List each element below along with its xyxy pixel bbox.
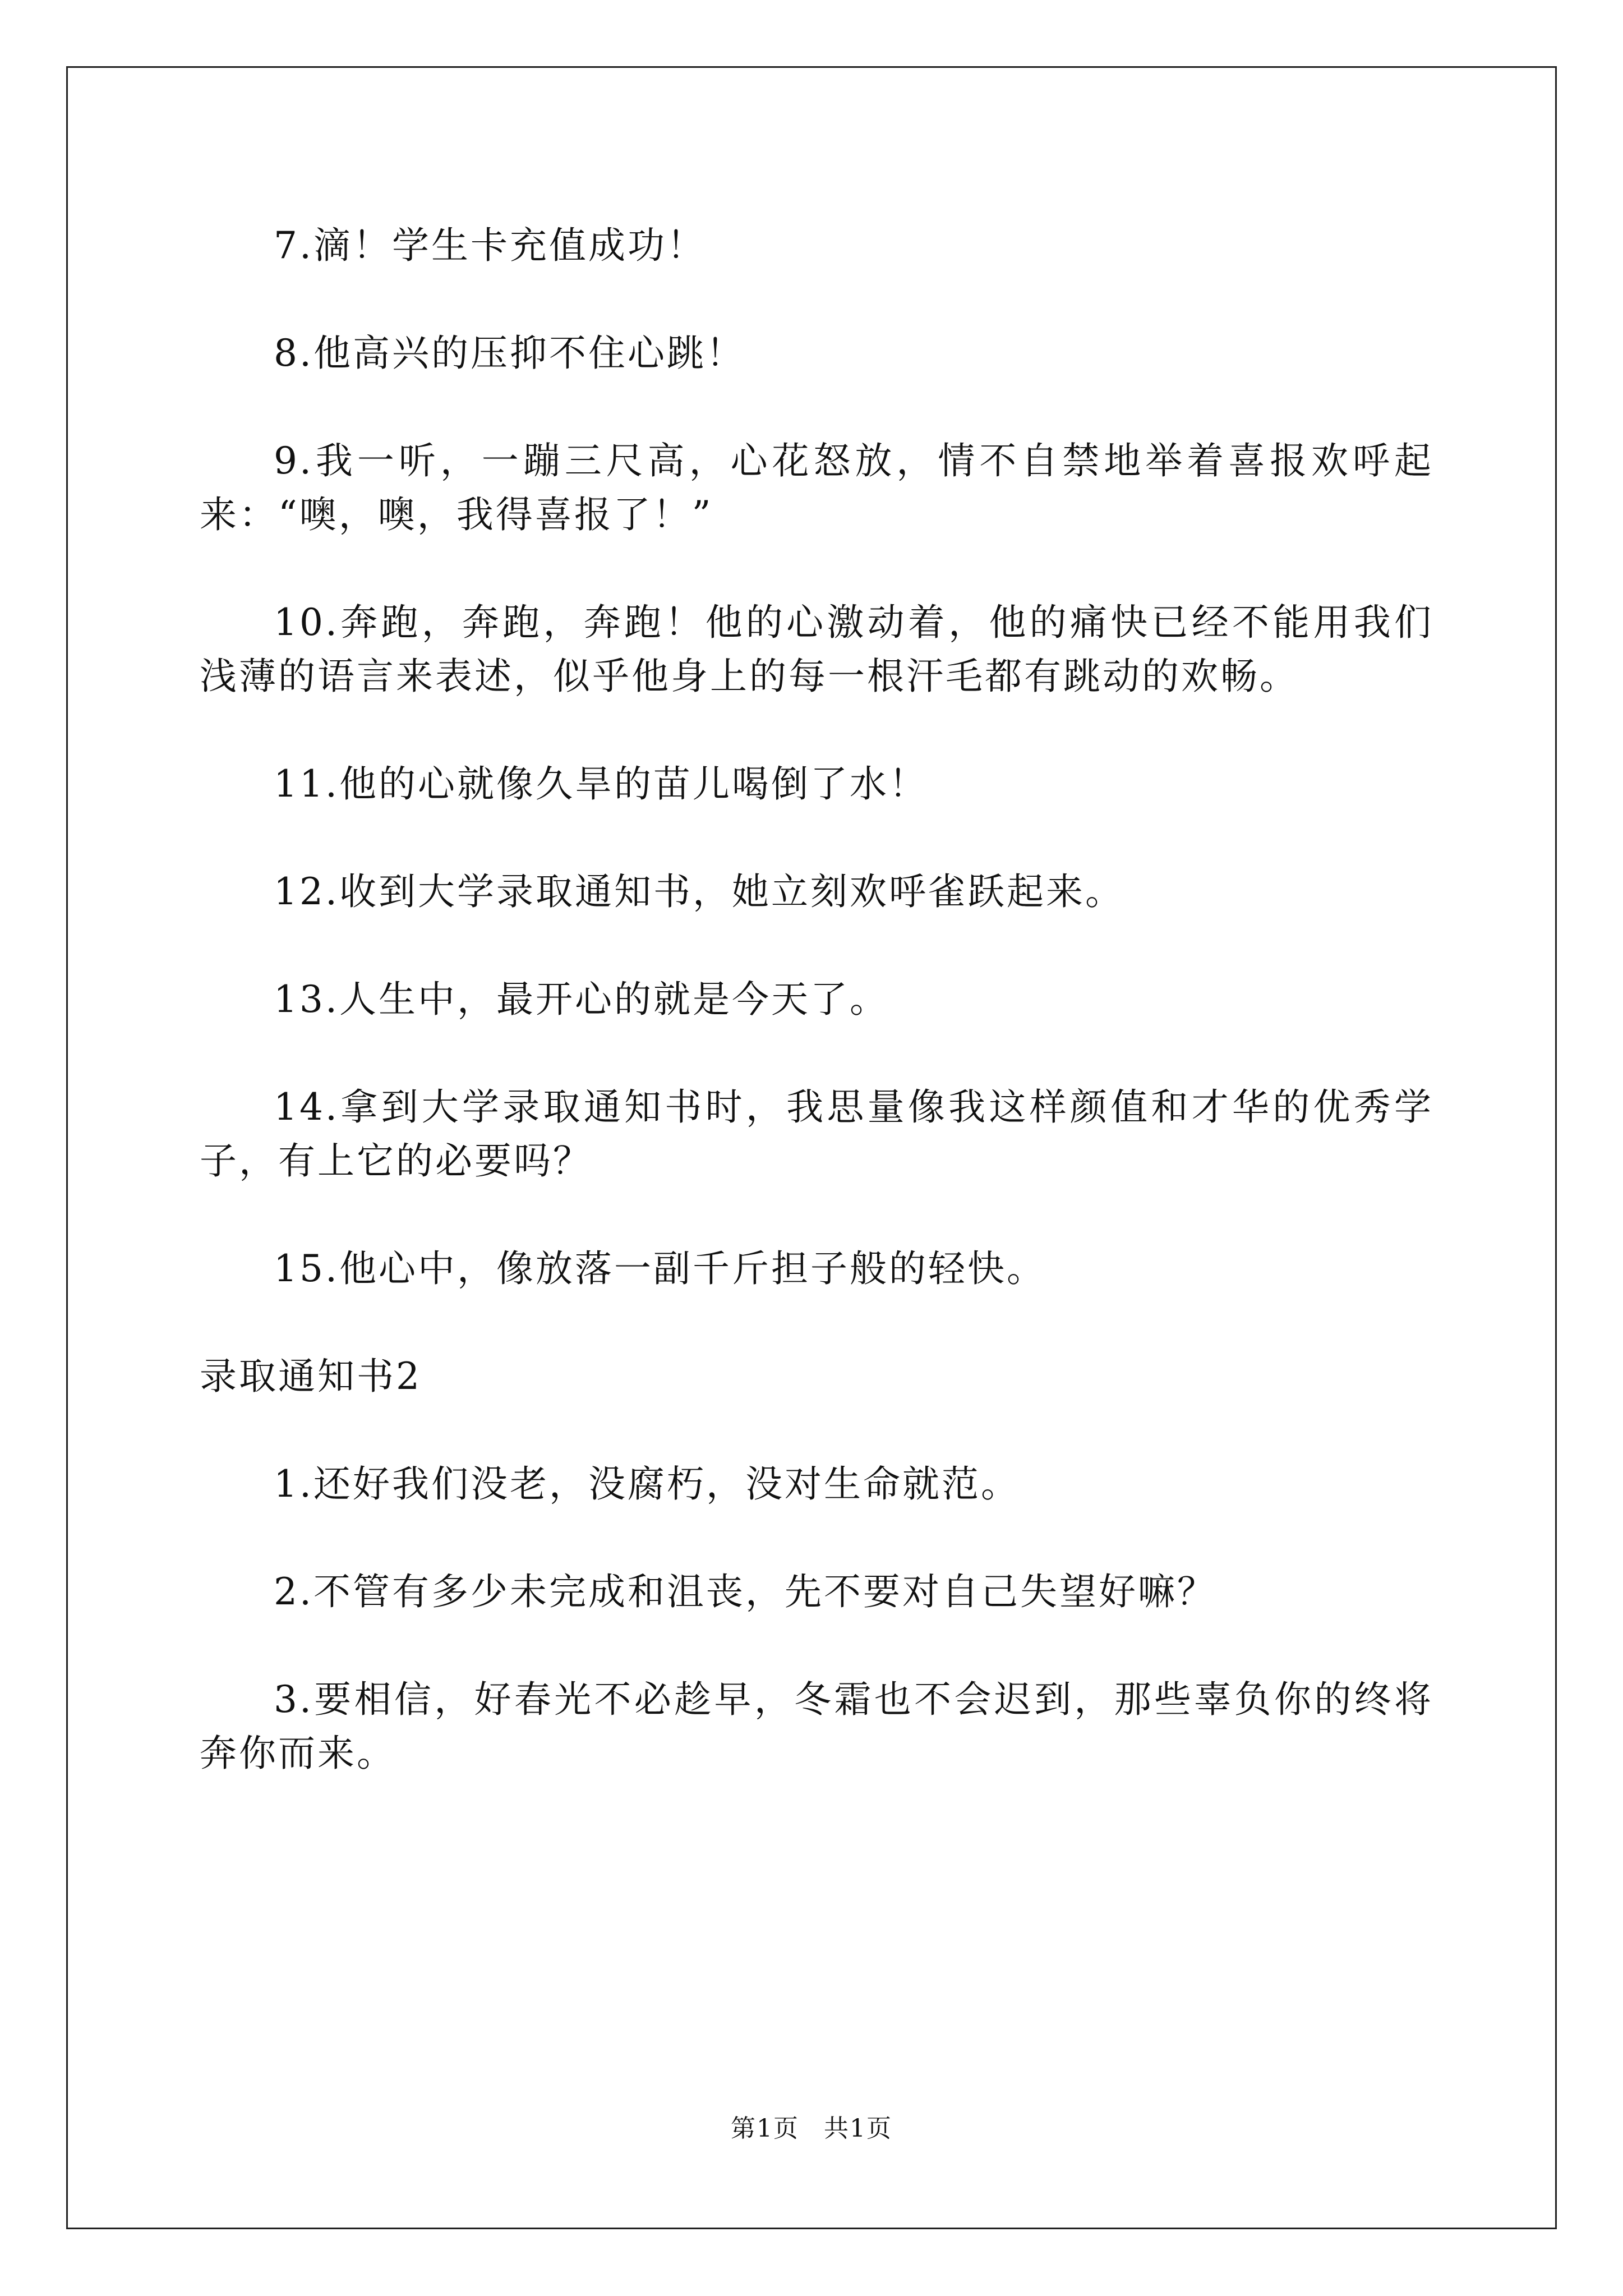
paragraph-s2-2: 2.不管有多少未完成和沮丧，先不要对自己失望好嘛？ [274, 1570, 1216, 1613]
paragraph-8: 8.他高兴的压抑不住心跳！ [274, 332, 745, 375]
paragraph-14: 14.拿到大学录取通知书时，我思量像我这样颜值和才华的优秀学子，有上它的必要吗？ [200, 1085, 1433, 1182]
paragraph-15: 15.他心中，像放落一副千斤担子般的轻快。 [274, 1247, 1046, 1290]
paragraph-s2-3: 3.要相信，好春光不必趁早，冬霜也不会迟到，那些辜负你的终将奔你而来。 [200, 1678, 1433, 1775]
section-heading: 录取通知书2 [200, 1355, 422, 1398]
page-footer [0, 2112, 1623, 2146]
page-number: 第1页 [731, 2114, 799, 2143]
paragraph-10: 10.奔跑，奔跑，奔跑！他的心激动着，他的痛快已经不能用我们浅薄的语言来表述，似乎他身上的每一根汗毛都有跳动的欢畅。 [200, 601, 1433, 698]
page-total: 共1页 [824, 2114, 892, 2143]
paragraph-s2-1: 1.还好我们没老，没腐朽，没对生命就范。 [274, 1462, 1020, 1506]
paragraph-9: 9.我一听，一蹦三尺高，心花怒放，情不自禁地举着喜报欢呼起来：“噢，噢，我得喜报了！” [200, 439, 1433, 536]
paragraph-11: 11.他的心就像久旱的苗儿喝倒了水！ [274, 762, 928, 806]
paragraph-13: 13.人生中，最开心的就是今天了。 [274, 978, 889, 1021]
paragraph-7: 7.滴！学生卡充值成功！ [274, 224, 706, 267]
paragraph-12: 12.收到大学录取通知书，她立刻欢呼雀跃起来。 [274, 870, 1124, 913]
document-body [200, 219, 1433, 1834]
